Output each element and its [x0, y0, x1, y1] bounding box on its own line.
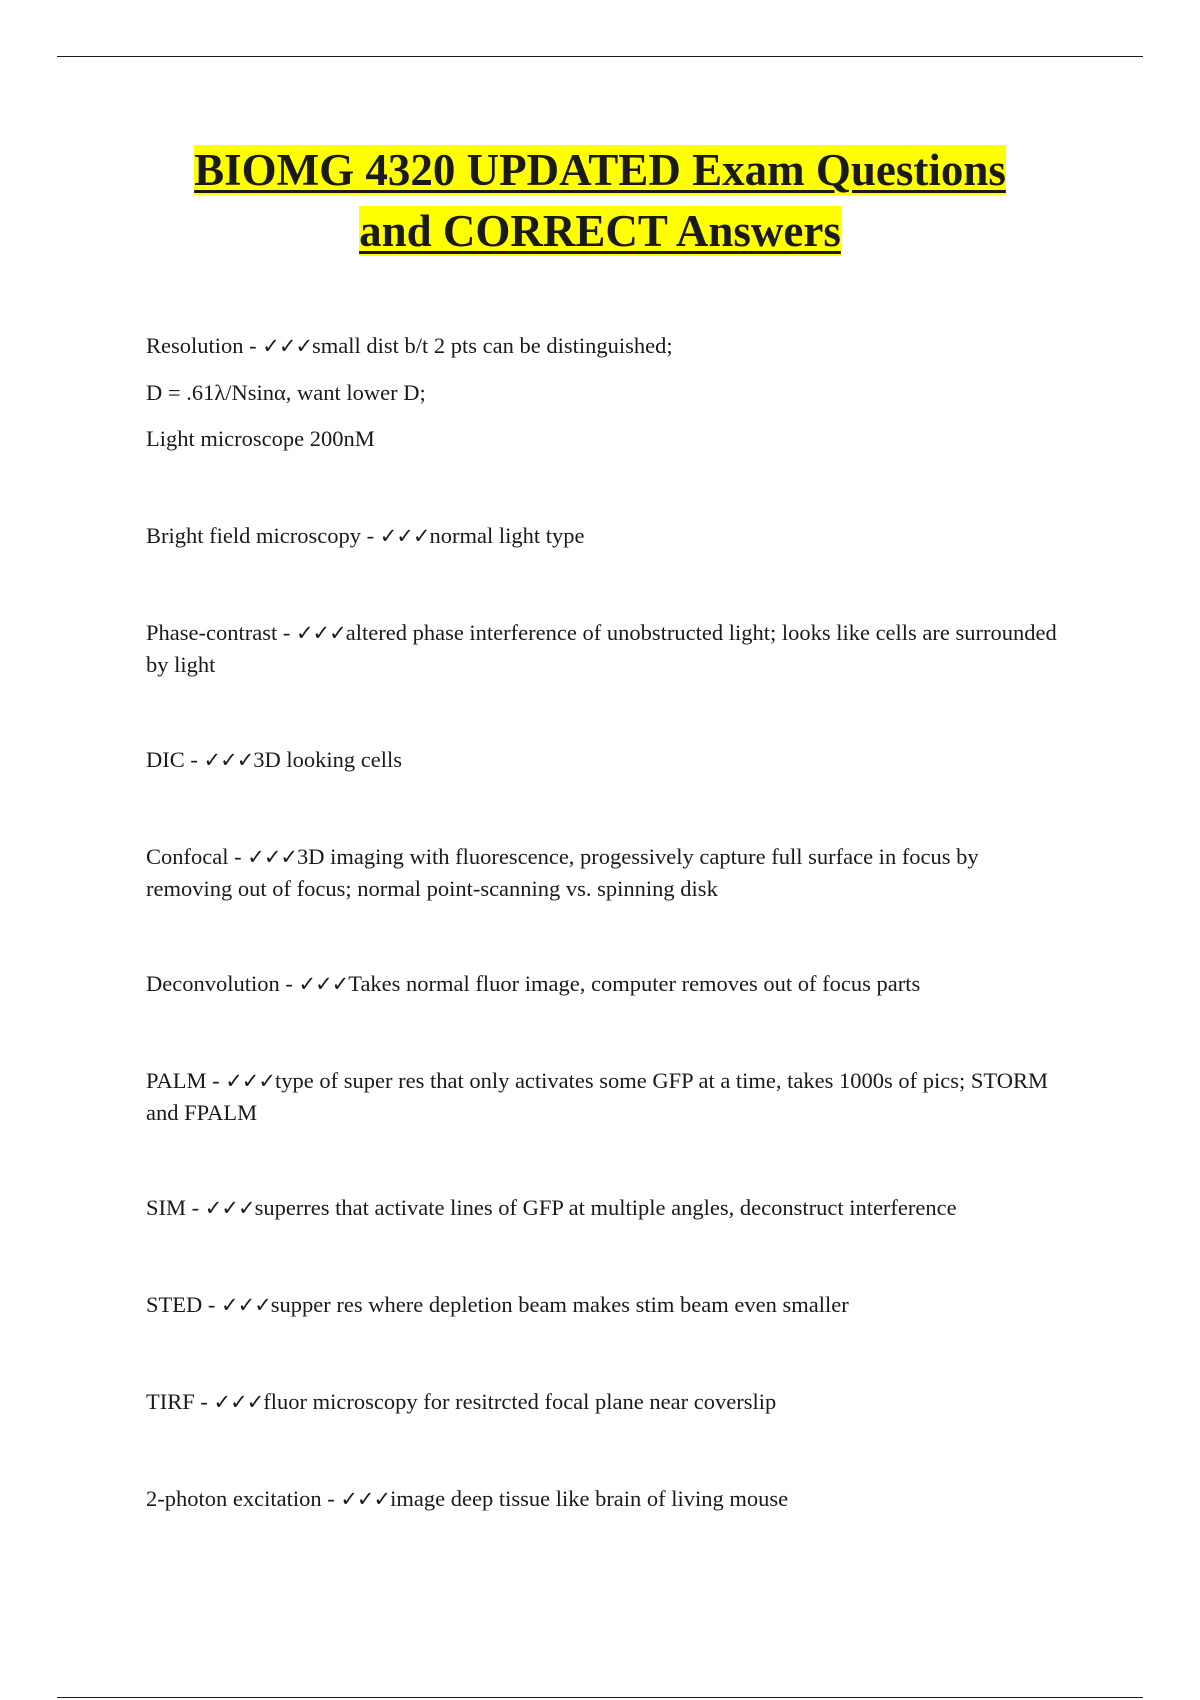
entry-answer: 3D imaging with fluorescence, progessively capture full surface in focus by removing out of focus; normal point-scanning vs. spinning disk	[146, 844, 979, 901]
bottom-rule	[57, 1697, 1143, 1698]
entry-answer: normal light type	[429, 523, 585, 548]
entry-term: TIRF -	[146, 1389, 214, 1414]
entry-answer: small dist b/t 2 pts can be distinguished;	[312, 333, 673, 358]
entry-answer: image deep tissue like brain of living mouse	[390, 1486, 789, 1511]
checkmark-icon: ✓✓✓	[298, 972, 349, 996]
qa-entry-2-photon	[146, 1483, 1066, 1515]
entry-term: Phase-contrast -	[146, 620, 296, 645]
qa-entry-resolution	[146, 330, 1066, 362]
entry-term: SIM -	[146, 1195, 205, 1220]
entry-term: PALM -	[146, 1068, 226, 1093]
qa-entry-deconvolution	[146, 968, 1066, 1000]
qa-entry-confocal	[146, 841, 1066, 904]
entry-term: STED -	[146, 1292, 221, 1317]
qa-entry-bright-field	[146, 520, 1066, 552]
checkmark-icon: ✓✓✓	[221, 1293, 271, 1317]
qa-entry-phase-contrast	[146, 617, 1066, 680]
entry-answer: fluor microscopy for resitrcted focal plane near coverslip	[263, 1389, 777, 1414]
checkmark-icon: ✓✓✓	[295, 621, 346, 645]
entry-term: Resolution -	[146, 333, 263, 358]
entry-answer: supper res where depletion beam makes stim beam even smaller	[270, 1292, 849, 1317]
entry-answer: Light microscope 200nM	[146, 426, 375, 451]
entry-answer: altered phase interference of unobstructed light; looks like cells are surrounded by light	[146, 620, 1057, 677]
checkmark-icon: ✓✓✓	[225, 1069, 275, 1093]
entry-answer: 3D looking cells	[253, 747, 403, 772]
checkmark-icon: ✓✓✓	[204, 1196, 255, 1220]
qa-entry-resolution-formula	[146, 377, 1066, 408]
title-line-2: and CORRECT Answers	[359, 206, 841, 256]
entry-term: DIC -	[146, 747, 204, 772]
document-title	[0, 140, 1200, 262]
checkmark-icon: ✓✓✓	[203, 748, 254, 772]
entry-term: Deconvolution -	[146, 971, 299, 996]
entry-answer: type of super res that only activates some GFP at a time, takes 1000s of pics; STORM and FPALM	[146, 1068, 1049, 1125]
entry-answer: superres that activate lines of GFP at multiple angles, deconstruct interference	[254, 1195, 957, 1220]
qa-entry-tirf	[146, 1386, 1066, 1418]
checkmark-icon: ✓✓✓	[379, 524, 430, 548]
entry-term: 2-photon excitation -	[146, 1486, 341, 1511]
title-line-1: BIOMG 4320 UPDATED Exam Questions	[194, 145, 1006, 195]
entry-answer: Takes normal fluor image, computer removes out of focus parts	[348, 971, 921, 996]
checkmark-icon: ✓✓✓	[340, 1487, 391, 1511]
checkmark-icon: ✓✓✓	[247, 845, 298, 869]
top-rule	[57, 56, 1143, 57]
entry-answer: D = .61λ/Nsinα, want lower D;	[146, 380, 426, 405]
qa-entry-palm	[146, 1065, 1066, 1128]
qa-entry-sted	[146, 1289, 1066, 1321]
entry-term: Bright field microscopy -	[146, 523, 380, 548]
checkmark-icon: ✓✓✓	[213, 1390, 264, 1414]
qa-entry-resolution-light	[146, 423, 1066, 454]
entry-term: Confocal -	[146, 844, 248, 869]
qa-entry-dic	[146, 744, 1066, 776]
qa-entry-sim	[146, 1192, 1066, 1224]
checkmark-icon: ✓✓✓	[262, 334, 313, 358]
